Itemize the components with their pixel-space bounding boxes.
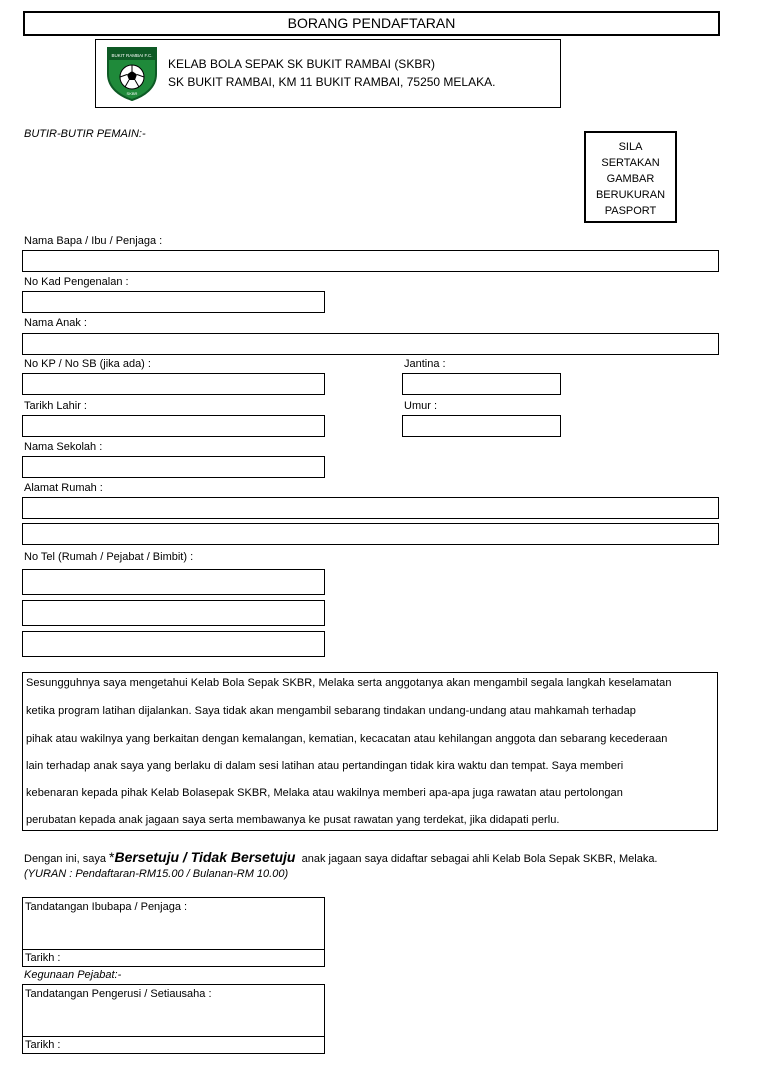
age-input[interactable] — [402, 415, 561, 437]
address-input-line1[interactable] — [22, 497, 719, 519]
parent-name-input[interactable] — [22, 250, 719, 272]
school-label: Nama Sekolah : — [24, 441, 103, 453]
parent-date-box[interactable] — [22, 949, 325, 967]
form-title: BORANG PENDAFTARAN — [23, 11, 720, 36]
dob-input[interactable] — [22, 415, 325, 437]
consent-statement — [24, 849, 658, 865]
club-name: KELAB BOLA SEPAK SK BUKIT RAMBAI (SKBR) — [168, 57, 435, 71]
dob-label: Tarikh Lahir : — [24, 400, 87, 412]
school-input[interactable] — [22, 456, 325, 478]
kp-sb-input[interactable] — [22, 373, 325, 395]
phone-input-2[interactable] — [22, 600, 325, 626]
declaration-line: perubatan kepada anak jagaan saya serta membawanya ke pusat rawatan yang terdekat, jika didapati perlu. — [26, 814, 560, 826]
club-address: SK BUKIT RAMBAI, KM 11 BUKIT RAMBAI, 75250 MELAKA. — [168, 75, 496, 89]
gender-input[interactable] — [402, 373, 561, 395]
parent-signature-label: Tandatangan Ibubapa / Penjaga : — [25, 901, 188, 913]
parent-name-label: Nama Bapa / Ibu / Penjaga : — [24, 235, 163, 247]
photo-text-1: SILA — [618, 141, 643, 153]
photo-text-4: BERUKURAN — [595, 189, 666, 201]
address-label: Alamat Rumah : — [24, 482, 103, 494]
photo-text-3: GAMBAR — [606, 173, 655, 185]
declaration-line: kebenaran kepada pihak Kelab Bolasepak SKBR, Melaka atau wakilnya memberi apa-apa juga rawatan atau pertolongan — [26, 787, 623, 799]
parent-date-label: Tarikh : — [25, 952, 61, 964]
office-use-label: Kegunaan Pejabat:- — [24, 969, 122, 981]
photo-text-5: PASPORT — [604, 205, 657, 217]
child-name-label: Nama Anak : — [24, 317, 87, 329]
photo-text-2: SERTAKAN — [601, 157, 660, 169]
address-input-line2[interactable] — [22, 523, 719, 545]
declaration-line: pihak atau wakilnya yang berkaitan dengan kemalangan, kematian, kecacatan atau kehilangan anggota dan sebarang kecederaan — [26, 733, 668, 745]
player-details-heading: BUTIR-BUTIR PEMAIN:- — [24, 128, 146, 140]
kp-sb-label: No KP / No SB (jika ada) : — [24, 358, 151, 370]
official-date-box[interactable] — [22, 1036, 325, 1054]
gender-label: Jantina : — [404, 358, 446, 370]
declaration-box — [22, 672, 718, 831]
passport-photo-box — [584, 131, 677, 223]
declaration-line: ketika program latihan dijalankan. Saya tidak akan mengambil sebarang tindakan undang-undang atau mahkamah terhadap — [26, 705, 636, 717]
phone-input-1[interactable] — [22, 569, 325, 595]
consent-choice[interactable]: Bersetuju / Tidak Bersetuju — [114, 849, 296, 865]
club-logo — [104, 44, 160, 102]
phone-input-3[interactable] — [22, 631, 325, 657]
age-label: Umur : — [404, 400, 437, 412]
official-signature-label: Tandatangan Pengerusi / Setiausaha : — [25, 988, 212, 1000]
svg-text:SKBR: SKBR — [126, 91, 138, 96]
logo-text: BUKIT RAMBAI F.C. — [111, 53, 153, 58]
official-date-label: Tarikh : — [25, 1039, 61, 1051]
declaration-line: Sesungguhnya saya mengetahui Kelab Bola Sepak SKBR, Melaka serta anggotanya akan mengambil segala langkah keselamatan — [26, 677, 672, 689]
consent-prefix: Dengan ini, saya — [24, 853, 109, 865]
club-header — [95, 39, 561, 108]
ic-number-input[interactable] — [22, 291, 325, 313]
declaration-line: lain terhadap anak saya yang berlaku di dalam sesi latihan atau pertandingan tidak kira waktu dan tempat. Saya memberi — [26, 760, 624, 772]
ic-number-label: No Kad Pengenalan : — [24, 276, 129, 288]
consent-asterisk: * — [109, 849, 115, 865]
phone-label: No Tel (Rumah / Pejabat / Bimbit) : — [24, 551, 194, 563]
child-name-input[interactable] — [22, 333, 719, 355]
fees-note: (YURAN : Pendaftaran-RM15.00 / Bulanan-RM 10.00) — [24, 868, 289, 880]
consent-suffix: anak jagaan saya didaftar sebagai ahli Kelab Bola Sepak SKBR, Melaka. — [301, 853, 658, 865]
